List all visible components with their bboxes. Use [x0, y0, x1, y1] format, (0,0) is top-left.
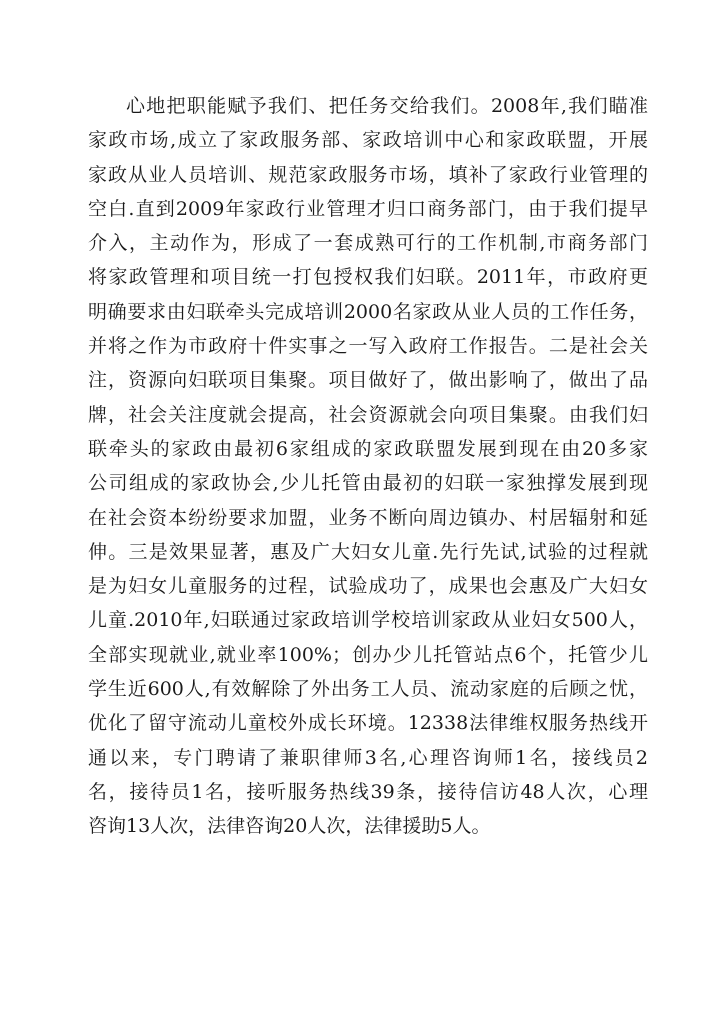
- text-line: 名，接待员1名，接听服务热线39条，接待信访48人次，心理: [88, 780, 648, 803]
- body-paragraph: [88, 89, 648, 844]
- text-line: 儿童.2010年,妇联通过家政培训学校培训家政从业妇女500人，: [88, 609, 648, 632]
- text-line: 牌，社会关注度就会提高，社会资源就会向项目集聚。由我们妇: [88, 403, 648, 426]
- text-line: 空白.直到2009年家政行业管理才归口商务部门，由于我们提早: [88, 197, 648, 220]
- text-line: 全部实现就业,就业率100%；创办少儿托管站点6个，托管少儿: [88, 643, 648, 666]
- text-line: 是为妇女儿童服务的过程，试验成功了，成果也会惠及广大妇女: [88, 575, 648, 598]
- text-line: 将家政管理和项目统一打包授权我们妇联。2011年，市政府更: [88, 266, 648, 289]
- text-line: 明确要求由妇联牵头完成培训2000名家政从业人员的工作任务，: [88, 300, 648, 323]
- text-line: 心地把职能赋予我们、把任务交给我们。2008年,我们瞄准: [126, 95, 648, 117]
- text-line: 在社会资本纷纷要求加盟，业务不断向周边镇办、村居辐射和延: [88, 506, 648, 529]
- text-line: 咨询13人次，法律咨询20人次，法律援助5人。: [88, 815, 491, 838]
- text-line: 并将之作为市政府十件实事之一写入政府工作报告。二是社会关: [88, 335, 648, 358]
- text-line: 优化了留守流动儿童校外成长环境。12338法律维权服务热线开: [88, 712, 648, 735]
- text-line: 家政市场,成立了家政服务部、家政培训中心和家政联盟，开展: [88, 129, 648, 152]
- text-line: 通以来，专门聘请了兼职律师3名,心理咨询师1名，接线员2: [88, 746, 648, 769]
- text-line: 联牵头的家政由最初6家组成的家政联盟发展到现在由20多家: [88, 437, 648, 460]
- text-line: 伸。三是效果显著，惠及广大妇女儿童.先行先试,试验的过程就: [88, 540, 648, 563]
- text-line: 注，资源向妇联项目集聚。项目做好了，做出影响了，做出了品: [88, 369, 648, 392]
- text-line: 学生近600人,有效解除了外出务工人员、流动家庭的后顾之忧，: [88, 678, 648, 701]
- text-line: 家政从业人员培训、规范家政服务市场，填补了家政行业管理的: [88, 163, 648, 186]
- text-line: 介入，主动作为，形成了一套成熟可行的工作机制,市商务部门: [88, 232, 648, 255]
- text-line: 公司组成的家政协会,少儿托管由最初的妇联一家独撑发展到现: [88, 472, 648, 495]
